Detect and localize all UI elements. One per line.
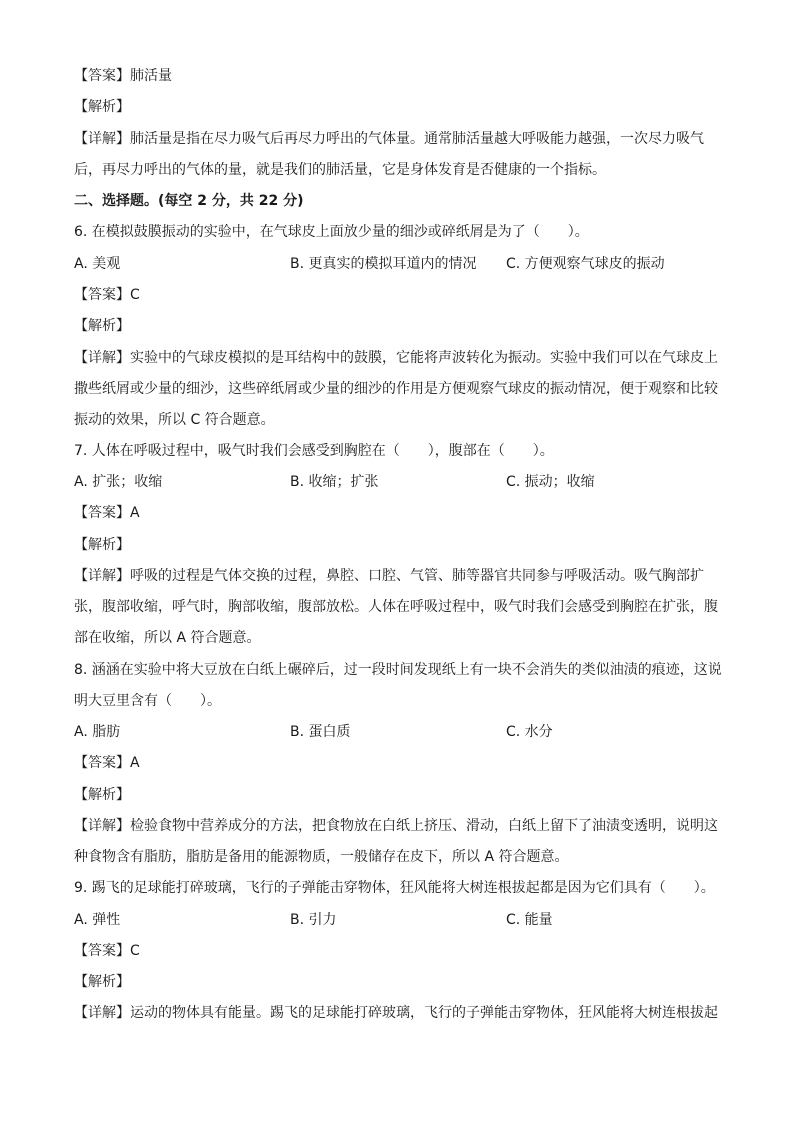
detail-line: 【详解】运动的物体具有能量。踢飞的足球能打碎玻璃，飞行的子弹能击穿物体，狂风能将大树连根拔起: [74, 1005, 718, 1021]
detail-line: 后，再尽力呼出的气体的量，就是我们的肺活量，它是身体发育是否健康的一个指标。: [74, 162, 606, 178]
answer-line: 【答案】A: [74, 755, 140, 771]
detail-line: 振动的效果，所以 C 符合题意。: [74, 412, 275, 428]
question-stem: 7. 人体在呼吸过程中，吸气时我们会感受到胸腔在（ ），腹部在（ ）。: [74, 443, 554, 459]
option-c: C. 方便观察气球皮的振动: [506, 256, 665, 272]
option-b: B. 收缩；扩张: [290, 474, 379, 490]
option-a: A. 弹性: [74, 912, 121, 928]
detail-line: 撒些纸屑或少量的细沙，这些碎纸屑或少量的细沙的作用是方便观察气球皮的振动情况，便于观察和比较: [74, 381, 718, 397]
analysis-label: 【解析】: [74, 787, 130, 803]
detail-line: 【详解】检验食物中营养成分的方法，把食物放在白纸上挤压、滑动，白纸上留下了油渍变透明，说明这: [74, 818, 718, 834]
answer-line: 【答案】A: [74, 505, 140, 521]
option-c: C. 振动；收缩: [506, 474, 595, 490]
detail-line: 张，腹部收缩，呼气时，胸部收缩，腹部放松。人体在呼吸过程中，吸气时我们会感受到胸腔在扩张，腹: [74, 599, 718, 615]
detail-line: 【详解】呼吸的过程是气体交换的过程，鼻腔、口腔、气管、肺等器官共同参与呼吸活动。吸气胸部扩: [74, 568, 704, 584]
analysis-label: 【解析】: [74, 537, 130, 553]
analysis-label: 【解析】: [74, 318, 130, 334]
answer-line: 【答案】C: [74, 943, 140, 959]
answer-line: 【答案】肺活量: [74, 68, 172, 84]
analysis-label: 【解析】: [74, 974, 130, 990]
question-stem: 6. 在模拟鼓膜振动的实验中，在气球皮上面放少量的细沙或碎纸屑是为了（ ）。: [74, 224, 589, 240]
section-title: 二、选择题。(每空 2 分，共 22 分): [74, 193, 304, 209]
detail-line: 【详解】肺活量是指在尽力吸气后再尽力呼出的气体量。通常肺活量越大呼吸能力越强，一次尽力吸气: [74, 131, 704, 147]
option-b: B. 更真实的模拟耳道内的情况: [290, 256, 477, 272]
answer-line: 【答案】C: [74, 287, 140, 303]
option-a: A. 脂肪: [74, 724, 121, 740]
question-stem: 明大豆里含有（ ）。: [74, 693, 221, 709]
analysis-label: 【解析】: [74, 99, 130, 115]
detail-line: 【详解】实验中的气球皮模拟的是耳结构中的鼓膜，它能将声波转化为振动。实验中我们可以在气球皮上: [74, 350, 718, 366]
option-b: B. 引力: [290, 912, 337, 928]
option-c: C. 水分: [506, 724, 553, 740]
detail-line: 种食物含有脂肪，脂肪是备用的能源物质，一般储存在皮下，所以 A 符合题意。: [74, 849, 569, 865]
question-stem: 9. 踢飞的足球能打碎玻璃，飞行的子弹能击穿物体，狂风能将大树连根拔起都是因为它们具有（ ）。: [74, 880, 715, 896]
option-c: C. 能量: [506, 912, 553, 928]
option-b: B. 蛋白质: [290, 724, 351, 740]
option-a: A. 扩张；收缩: [74, 474, 163, 490]
question-stem: 8. 涵涵在实验中将大豆放在白纸上碾碎后，过一段时间发现纸上有一块不会消失的类似油渍的痕迹，这说: [74, 662, 722, 678]
detail-line: 部在收缩，所以 A 符合题意。: [74, 630, 261, 646]
option-a: A. 美观: [74, 256, 121, 272]
